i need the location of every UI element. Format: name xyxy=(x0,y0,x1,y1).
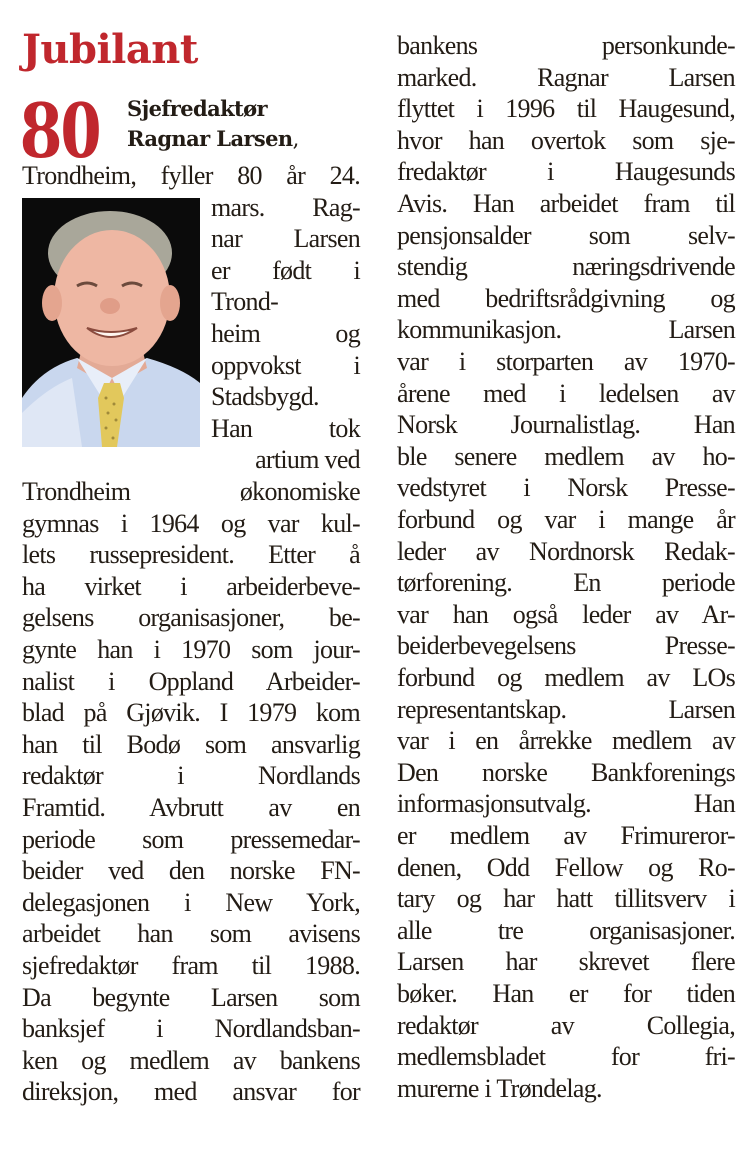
left-column-line: gynte han i 1970 som jour- xyxy=(22,635,360,664)
left-column-line: ken og medlem av bankens xyxy=(22,1045,360,1075)
left-column-line: Framtid. Avbrutt av en xyxy=(22,793,360,822)
right-column-line: stendig næringsdrivende xyxy=(397,252,735,282)
left-column-line: gymnas i 1964 og var kul- xyxy=(22,508,360,538)
left-column-line: artium ved xyxy=(255,445,360,475)
right-column-line: fredaktør i Haugesunds xyxy=(397,157,735,187)
left-column-line: beider ved den norske FN- xyxy=(22,856,360,886)
right-column-line: er medlem av Frimureror- xyxy=(397,821,735,850)
right-column-line: tary og har hatt tillitsverv i xyxy=(397,884,735,914)
left-column-line: heim og xyxy=(211,319,360,348)
right-column-line: ble senere medlem av ho- xyxy=(397,441,735,471)
right-column-line: årene med i ledelsen av xyxy=(397,378,735,408)
right-column-line: redaktør av Collegia, xyxy=(397,1010,735,1040)
left-column-line: oppvokst i xyxy=(211,350,360,380)
left-column-line: mars. Rag- xyxy=(211,192,360,222)
left-column-line: nar Larsen xyxy=(211,224,360,254)
left-column-line: lets russepresident. Etter å xyxy=(22,540,360,570)
right-column-line: Norsk Journalistlag. Han xyxy=(397,410,735,440)
right-column-line: kommunikasjon. Larsen xyxy=(397,315,735,345)
left-column-line: Trondheim økonomiske xyxy=(22,477,360,506)
right-column-line: tørforening. En periode xyxy=(397,568,735,598)
right-column-line: var i storparten av 1970- xyxy=(397,347,735,376)
right-column-line: leder av Nordnorsk Redak- xyxy=(397,536,735,566)
right-column-line: alle tre organisasjoner. xyxy=(397,915,735,945)
right-column-line: vedstyret i Norsk Presse- xyxy=(397,473,735,503)
byline-name-row xyxy=(127,124,299,154)
age-number: 80 xyxy=(20,83,100,176)
left-column-line: gelsens organisasjoner, be- xyxy=(22,603,360,633)
right-column-line: forbund og medlem av LOs xyxy=(397,663,735,692)
right-column-line: pensjonsalder som selv- xyxy=(397,220,735,250)
right-column-line: var han også leder av Ar- xyxy=(397,599,735,629)
byline-comma: , xyxy=(292,127,299,151)
right-column-line: Avis. Han arbeidet fram til xyxy=(397,189,735,218)
left-column-line: banksjef i Nordlandsban- xyxy=(22,1014,360,1044)
right-column-line: flyttet i 1996 til Haugesund, xyxy=(397,94,735,124)
right-column-line: var i en årrekke medlem av xyxy=(397,726,735,756)
left-column-line: sjefredaktør fram til 1988. xyxy=(22,951,360,980)
left-column-line: delegasjonen i New York, xyxy=(22,887,360,917)
portrait-image xyxy=(22,198,200,447)
left-column-line: Stadsbygd. xyxy=(211,382,319,412)
left-column-line: arbeidet han som avisens xyxy=(22,919,360,949)
left-column-line: ha virket i arbeiderbeve- xyxy=(22,571,360,601)
right-column-line: bankens personkunde- xyxy=(397,31,735,60)
right-column-line: murerne i Trøndelag. xyxy=(397,1073,602,1103)
right-column-line: med bedriftsrådgivning og xyxy=(397,283,735,313)
left-column-line: Trondheim, fyller 80 år 24. xyxy=(22,161,360,190)
right-column-line: medlemsbladet for fri- xyxy=(397,1042,735,1072)
portrait-photo xyxy=(22,198,200,447)
left-column-line: Da begynte Larsen som xyxy=(22,982,360,1012)
section-title: Jubilant xyxy=(22,26,198,73)
right-column-line: forbund og var i mange år xyxy=(397,505,735,534)
right-column-line: hvor han overtok som sje- xyxy=(397,125,735,155)
byline-name: Ragnar Larsen xyxy=(127,126,293,151)
left-column-line: redaktør i Nordlands xyxy=(22,761,360,791)
right-column-line: marked. Ragnar Larsen xyxy=(397,62,735,92)
right-column-line: informasjonsutvalg. Han xyxy=(397,789,735,819)
left-column-line: direksjon, med ansvar for xyxy=(22,1077,360,1107)
left-column-line: blad på Gjøvik. I 1979 kom xyxy=(22,698,360,728)
left-column-line: Trond- xyxy=(211,287,279,317)
byline-title: Sjefredaktør xyxy=(127,96,267,121)
byline xyxy=(127,94,299,154)
right-column-line: representantskap. Larsen xyxy=(397,694,735,724)
right-column-line: denen, Odd Fellow og Ro- xyxy=(397,852,735,882)
right-column-line: Larsen har skrevet flere xyxy=(397,947,735,977)
left-column-line: han til Bodø som ansvarlig xyxy=(22,729,360,759)
right-column-line: beiderbevegelsens Presse- xyxy=(397,631,735,661)
left-column-line: nalist i Oppland Arbeider- xyxy=(22,666,360,696)
right-column-line: Den norske Bankforenings xyxy=(397,757,735,787)
left-column-line: Han tok xyxy=(211,413,360,443)
left-column-line: periode som pressemedar- xyxy=(22,824,360,854)
right-column-line: bøker. Han er for tiden xyxy=(397,979,735,1008)
left-column-line: er født i xyxy=(211,255,360,285)
